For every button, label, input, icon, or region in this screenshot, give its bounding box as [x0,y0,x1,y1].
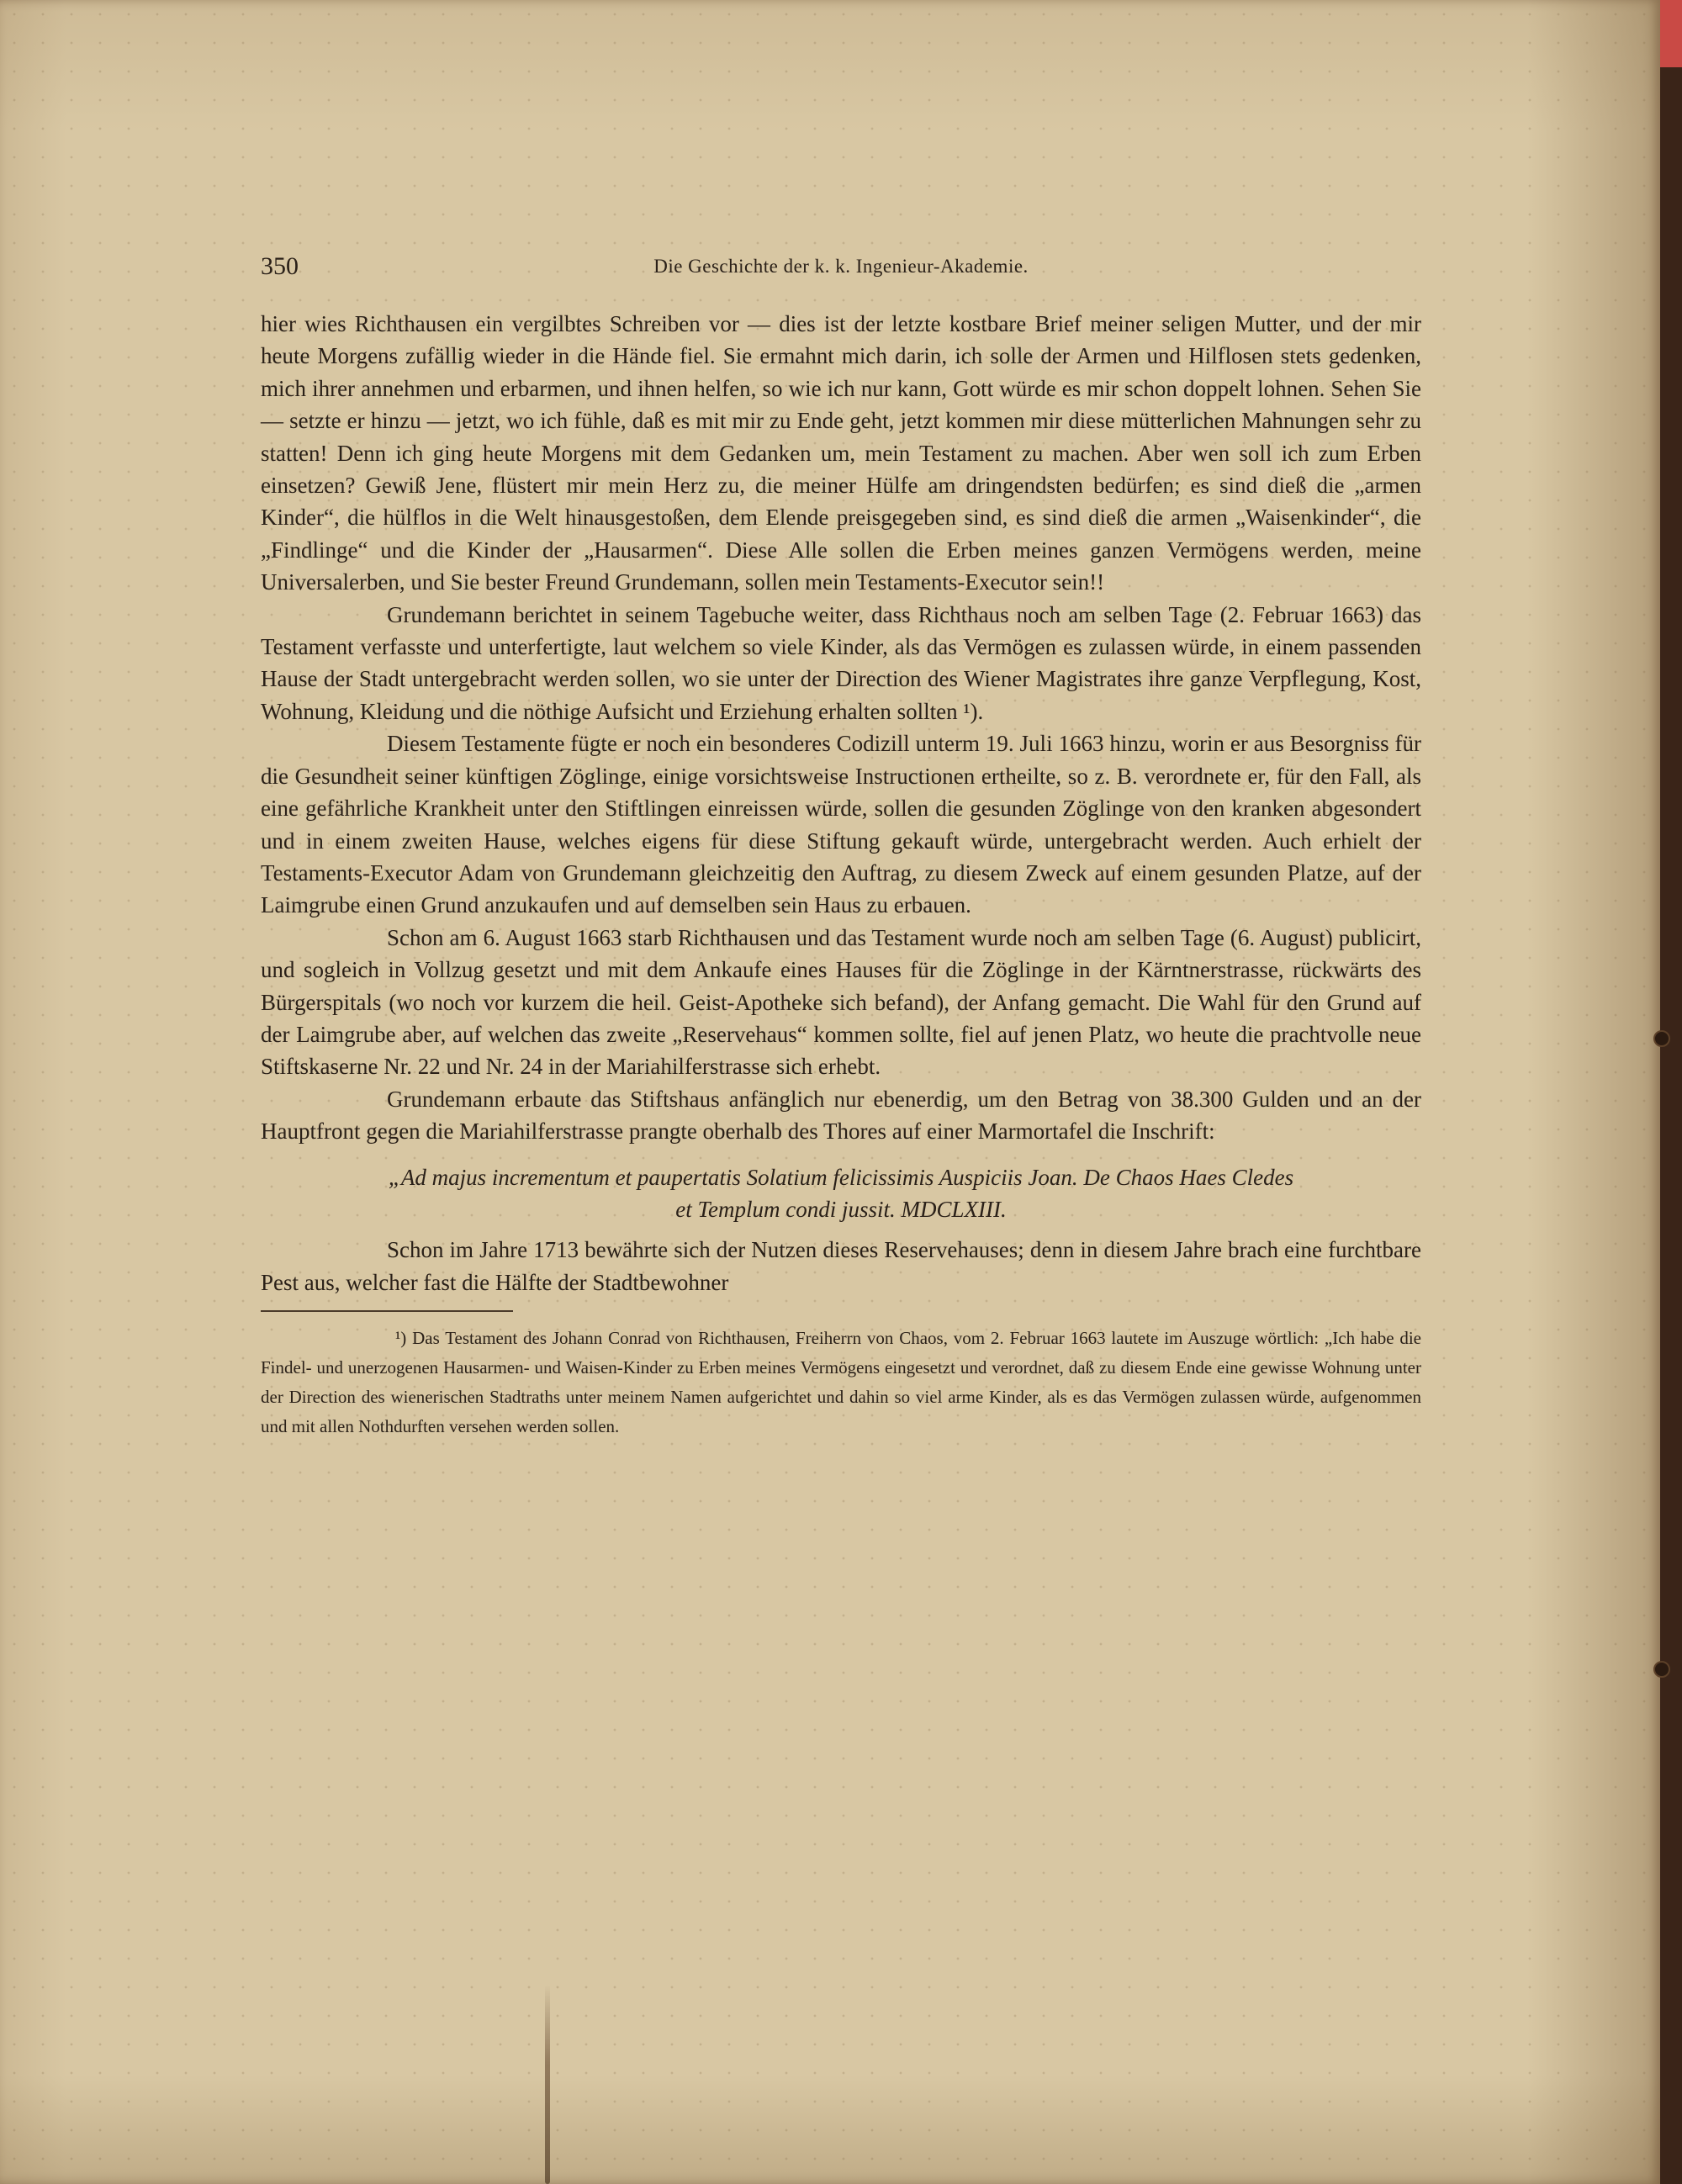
binding-hole [1653,1661,1670,1678]
paragraph: Grundemann berichtet in seinem Tagebuche weiter, dass Richthaus noch am selben Tage (2. Februar 1663) das Testament verfasste und unterfertigte, laut welchem so viele Kinder, als das Vermögen es zulassen würde, in einem passenden Hause der Stadt untergebracht werden sollen, wo sie unter der Direction des Wiener Magistrates ihre ganze Verpflegung, Kost, Wohnung, Kleidung und die nöthige Aufsicht und Erziehung erhalten sollten ¹). [261,601,1421,724]
binding-hole [1653,1030,1670,1047]
footnotes [261,1324,1421,1441]
page-crease [545,1985,550,2184]
inscription-line: „Ad majus incrementum et paupertatis Solatium felicissimis Auspiciis Joan. De Chaos Haes Cledes [388,1164,1294,1190]
inscription-line: et Templum condi jussit. MDCLXIII. [675,1196,1007,1222]
running-head: Die Geschichte der k. k. Ingenieur-Akademie. [653,256,1029,277]
paragraph: Schon im Jahre 1713 bewährte sich der Nutzen dieses Reservehauses; denn in diesem Jahre brach eine furchtbare Pest aus, welcher fast die Hälfte der Stadtbewohner [261,1237,1421,1295]
paragraph: Diesem Testamente fügte er noch ein besonderes Codizill unterm 19. Juli 1663 hinzu, worin er aus Besorgniss für die Gesundheit seiner künftigen Zöglinge, einige vorsichtsweise Instructionen ertheilte, so z. B. verordnete er, für den Fall, als eine gefährliche Krankheit unter den Stiftlingen einreissen würde, sollen die gesunden Zöglinge von den kranken abgesondert und in einem zweiten Hause, welches eigens für diese Stiftung gekauft würde, untergebracht werden. Auch erhielt der Testaments-Executor Adam von Grundemann gleichzeitig den Auftrag, zu diesem Zweck auf einem gesunden Platze, auf der Laimgrube einen Grund anzukaufen und auf demselben sein Haus zu erbauen. [261,731,1421,918]
paragraph: Schon am 6. August 1663 starb Richthausen und das Testament wurde noch am selben Tage (6. August) publicirt, und sogleich in Vollzug gesetzt und mit dem Ankaufe eines Hauses für die Zöglinge in der Kärntnerstrasse, rückwärts des Bürgerspitals (wo noch vor kurzem die heil. Geist-Apotheke sich befand), der Anfang gemacht. Die Wahl für den Grund auf der Laimgrube aber, auf welchen das zweite „Reservehaus“ kommen sollte, fiel auf jenen Platz, wo heute die prachtvolle neue Stiftskaserne Nr. 22 und Nr. 24 in der Mariahilferstrasse sich erhebt. [261,924,1421,1080]
paragraph: hier wies Richthausen ein vergilbtes Schreiben vor — dies ist der letzte kostbare Brief meiner seligen Mutter, und der mir heute Morgens zufällig wieder in die Hände fiel. Sie ermahnt mich darin, ich solle der Armen und Hilflosen stets gedenken, mich ihrer annehmen und erbarmen, und ihnen helfen, so wie ich nur kann, Gott würde es mir schon doppelt lohnen. Sehen Sie — setzte er hinzu — jetzt, wo ich fühle, daß es mit mir zu Ende geht, jetzt kommen mir diese mütterlichen Mahnungen sehr zu statten! Denn ich ging heute Morgens mit dem Gedanken um, mein Testament zu machen. Aber wen soll ich zum Erben einsetzen? Gewiß Jene, flüstert mir mein Herz zu, die meiner Hülfe am dringendsten bedürfen; es sind dieß die „armen Kinder“, die hülflos in die Welt hinausgestoßen, dem Elende preisgegeben sind, es sind dieß die armen „Waisenkinder“, die „Findlinge“ und die Kinder der „Hausarmen“. Diese Alle sollen die Erben meines ganzen Vermögens werden, meine Universalerben, und Sie bester Freund Grundemann, sollen mein Testaments-Executor sein!! [261,311,1421,595]
footnote-divider [261,1310,513,1312]
page-number: 350 [261,252,299,280]
inscription [261,1161,1421,1226]
page-header [261,252,1421,288]
body-text [261,308,1421,1298]
footnote: ¹) Das Testament des Johann Conrad von Richthausen, Freiherrn von Chaos, vom 2. Februar 1663 lautete im Auszuge wörtlich: „Ich habe die Findel- und unerzogenen Hausarmen- und Waisen-Kinder zu Erben meines Vermögens eingesetzt und verordnet, daß zu diesem Ende eine gewisse Wohnung unter der Direction des wienerischen Stadtraths unter meinem Namen aufgerichtet und dahin so viel arme Kinder, als es das Vermögen zulassen würde, aufgenommen und mit allen Nothdurften versehen werden sollen. [261,1328,1421,1437]
paragraph: Grundemann erbaute das Stiftshaus anfänglich nur ebenerdig, um den Betrag von 38.300 Gulden und an der Hauptfront gegen die Mariahilferstrasse prangte oberhalb des Thores auf einer Marmortafel die Inschrift: [261,1086,1421,1145]
page-content [261,252,1421,1441]
